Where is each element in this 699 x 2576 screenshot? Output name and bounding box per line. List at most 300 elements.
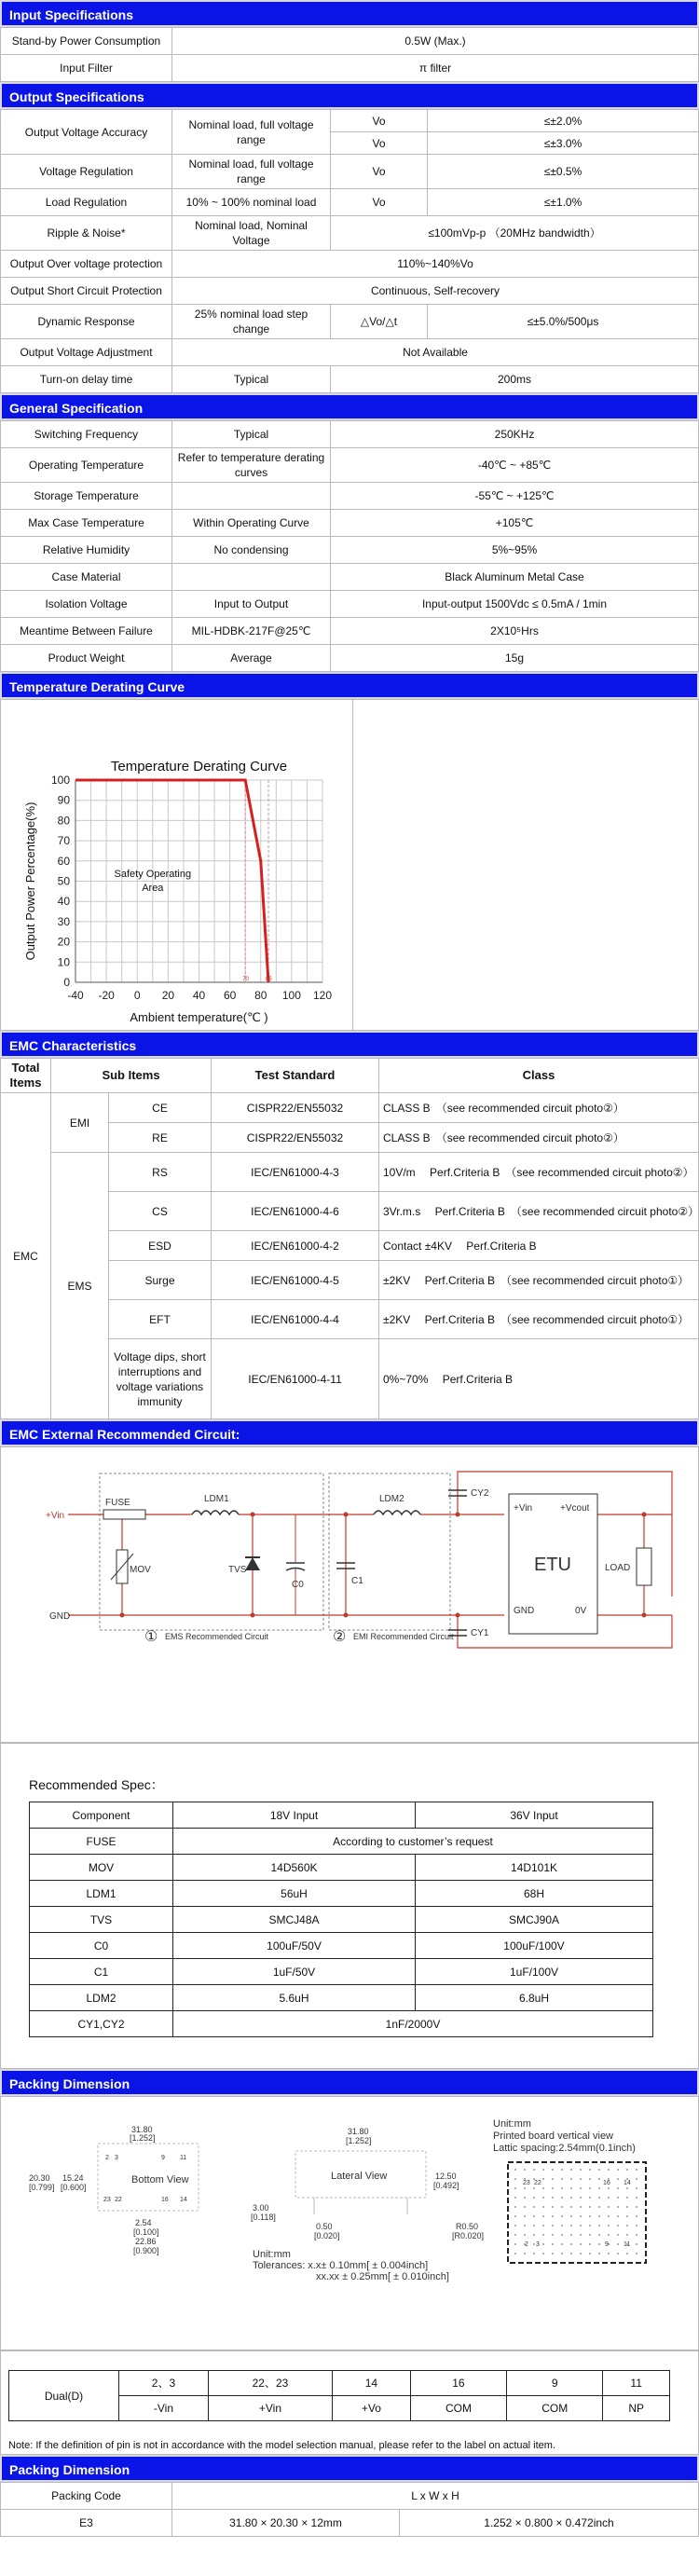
pcb-title: Printed board vertical view (493, 2131, 614, 2142)
header-cell: Component (30, 1802, 173, 1829)
param-cell: Dynamic Response (1, 305, 172, 339)
pcb-pin: 16 (603, 2180, 610, 2186)
pcb-grid-dot (589, 2243, 591, 2245)
pin-function: +Vo (333, 2396, 411, 2421)
pcb-grid-dot (524, 2215, 526, 2217)
y-tick-label: 10 (57, 955, 70, 969)
comp-cell: C0 (30, 1933, 173, 1959)
label-ems-text: EMS Recommended Circuit (165, 1632, 269, 1641)
pcb-grid-dot (542, 2187, 544, 2189)
value-cell: 100uF/50V (173, 1933, 416, 1959)
value-cell: ≤±1.0% (428, 189, 699, 216)
param-cell: Output Voltage Adjustment (1, 339, 172, 366)
value-cell: ≤±5.0%/500μs (428, 305, 699, 339)
table-row (30, 1855, 653, 1881)
table-row (1, 251, 699, 278)
x-tick-label: -40 (67, 989, 84, 1002)
pin-number: 9 (507, 2371, 603, 2396)
sym-cell: △Vo/△t (331, 305, 428, 339)
class-cell: Contact ±4KV Perf.Criteria B (379, 1231, 699, 1261)
label-c1: C1 (351, 1576, 363, 1586)
pin-label: 14 (180, 2197, 187, 2203)
x-tick-label: 0 (133, 989, 141, 1002)
pcb-grid-dot (542, 2178, 544, 2180)
sym-cell: Vo (331, 189, 428, 216)
general-spec-table (0, 420, 699, 672)
derating-header: Temperature Derating Curve (0, 672, 699, 699)
recommended-panel (0, 1743, 699, 2069)
table-row (30, 1985, 653, 2011)
pcb-grid-dot (608, 2225, 610, 2227)
class-cell: ±2KV Perf.Criteria B （see recommended circuit photo①） (379, 1300, 699, 1339)
dim-length: 22.86 (135, 2237, 157, 2246)
value-cell: π filter (172, 55, 699, 82)
label-tvs: TVS (228, 1565, 247, 1575)
y-tick-label: 0 (63, 976, 70, 989)
table-row (1, 618, 699, 645)
value-cell: ≤±2.0% (428, 110, 699, 132)
cond-cell: Input to Output (172, 591, 331, 618)
label-emi-num: ② (333, 1629, 347, 1645)
inch-cell: 1.252 × 0.800 × 0.472inch (400, 2510, 699, 2537)
table-row (1, 510, 699, 537)
pcb-grid-dot (561, 2215, 563, 2217)
cond-cell: Refer to temperature derating curves (172, 448, 331, 483)
pcb-grid-dot (561, 2169, 563, 2171)
code-cell: E3 (1, 2510, 172, 2537)
x-tick-label: 40 (192, 989, 206, 1002)
table-row (30, 1933, 653, 1959)
y-axis-label: Output Power Percentage(%) (23, 802, 37, 961)
pcb-grid-dot (533, 2187, 535, 2189)
dim-length-inch: [0.900] (133, 2246, 159, 2255)
pcb-grid-dot (580, 2215, 582, 2217)
table-row (9, 2371, 670, 2396)
cond-cell: Typical (172, 421, 331, 448)
pcb-grid-dot (570, 2225, 572, 2227)
pin-panel (0, 2350, 699, 2455)
pcb-grid-dot (514, 2178, 516, 2180)
header-cell: 36V Input (416, 1802, 653, 1829)
value-cell: Black Aluminum Metal Case (331, 564, 699, 591)
x-tick-label: 60 (223, 989, 237, 1002)
value-cell: 1uF/50V (173, 1959, 416, 1985)
pin-label: 3 (115, 2155, 118, 2161)
pcb-grid-dot (626, 2234, 628, 2236)
param-cell: Output Over voltage protection (1, 251, 172, 278)
mm-cell: 31.80 × 20.30 × 12mm (172, 2510, 400, 2537)
pcb-grid-dot (580, 2253, 582, 2254)
pcb-grid-dot (617, 2197, 619, 2199)
pcb-grid-dot (552, 2197, 554, 2199)
comp-cell: FUSE (30, 1829, 173, 1855)
chart-title: Temperature Derating Curve (110, 759, 288, 774)
pcb-pin: 23 (523, 2180, 530, 2186)
output-spec-header: Output Specifications (0, 82, 699, 109)
table-row (1, 189, 699, 216)
sub-cell: Voltage dips, short interruptions and voltage variations immunity (109, 1339, 212, 1419)
pcb-grid-dot (608, 2197, 610, 2199)
pin-label: 16 (161, 2197, 169, 2203)
y-tick-label: 80 (57, 814, 70, 828)
pcb-grid-dot (570, 2243, 572, 2245)
value-cell: ≤100mVp-p （20MHz bandwidth） (331, 216, 699, 251)
cond-cell: No condensing (172, 537, 331, 564)
x-tick-label: -20 (98, 989, 115, 1002)
fuse-symbol (103, 1510, 145, 1519)
lateral-view-label: Lateral View (331, 2171, 388, 2182)
cond-cell: 25% nominal load step change (172, 305, 331, 339)
comp-cell: CY1,CY2 (30, 2011, 173, 2037)
pcb-grid-dot (580, 2178, 582, 2180)
pcb-grid-dot (617, 2243, 619, 2245)
pcb-grid-dot (589, 2187, 591, 2189)
pin-function: NP (603, 2396, 670, 2421)
value-cell: Not Available (172, 339, 699, 366)
dim-width-inch: [1.252] (130, 2133, 156, 2143)
y-tick-label: 40 (57, 895, 70, 909)
pcb-grid-dot (636, 2197, 637, 2199)
pcb-grid-dot (561, 2225, 563, 2227)
value-cell: SMCJ90A (416, 1907, 653, 1933)
table-row (1, 155, 699, 189)
derating-panel (0, 699, 699, 1031)
cond-cell: Average (172, 645, 331, 672)
value-cell: 14D101K (416, 1855, 653, 1881)
table-row (30, 1881, 653, 1907)
pcb-pin: 9 (605, 2241, 609, 2248)
pcb-grid-dot (524, 2234, 526, 2236)
cond-cell: Within Operating Curve (172, 510, 331, 537)
table-row (1, 564, 699, 591)
sub-cell: EFT (109, 1300, 212, 1339)
dim-radius-inch: [R0.020] (452, 2231, 485, 2240)
table-row (1, 591, 699, 618)
pcb-pin: 3 (536, 2241, 540, 2248)
bottom-view-label: Bottom View (131, 2174, 189, 2185)
value-cell: SMCJ48A (173, 1907, 416, 1933)
value-cell: 1uF/100V (416, 1959, 653, 1985)
label-mov: MOV (130, 1565, 151, 1575)
pcb-grid-dot (561, 2253, 563, 2254)
pcb-grid-dot (542, 2253, 544, 2254)
x-tick-label: 80 (254, 989, 267, 1002)
packing-table (0, 2482, 699, 2537)
value-cell: ≤±0.5% (428, 155, 699, 189)
table-row (30, 2011, 653, 2037)
pcb-grid-dot (552, 2169, 554, 2171)
std-cell: IEC/EN61000-4-3 (212, 1153, 379, 1192)
group-cell: EMS (51, 1153, 109, 1419)
pcb-grid-dot (570, 2197, 572, 2199)
pcb-pin: 22 (534, 2180, 541, 2186)
reference-label: 85 (266, 977, 272, 982)
sub-cell: ESD (109, 1231, 212, 1261)
table-row (1, 366, 699, 393)
pcb-grid-dot (514, 2243, 516, 2245)
label-vout: +Vcout (560, 1503, 590, 1514)
pcb-grid-dot (542, 2197, 544, 2199)
label-etu-vin: +Vin (514, 1503, 533, 1514)
reference-label: 70 (242, 977, 249, 982)
general-spec-header: General Specification (0, 393, 699, 420)
pcb-grid-dot (580, 2187, 582, 2189)
pcb-grid-dot (617, 2225, 619, 2227)
dim-pitch-inch: [0.600] (61, 2183, 87, 2192)
param-cell: Case Material (1, 564, 172, 591)
recommended-title: Recommended Spec： (29, 1777, 164, 1792)
table-row (1, 216, 699, 251)
emc-header: EMC Characteristics (0, 1031, 699, 1058)
pcb-grid-dot (524, 2206, 526, 2208)
dimension-drawing (1, 2097, 698, 2350)
pcb-grid-dot (561, 2243, 563, 2245)
table-row (30, 1829, 653, 1855)
table-row (30, 1959, 653, 1985)
pcb-grid-dot (514, 2215, 516, 2217)
pcb-grid-dot (608, 2234, 610, 2236)
packing-dim-panel (0, 2096, 699, 2350)
pcb-grid-dot (626, 2225, 628, 2227)
pcb-grid-dot (589, 2225, 591, 2227)
pcb-grid-dot (636, 2187, 637, 2189)
value-cell: -40℃ ~ +85℃ (331, 448, 699, 483)
pcb-grid-dot (524, 2253, 526, 2254)
dim-height: 20.30 (29, 2173, 50, 2183)
input-spec-table (0, 27, 699, 82)
pin-number: 11 (603, 2371, 670, 2396)
tolerance-2: xx.xx ± 0.25mm[ ± 0.010inch] (316, 2271, 449, 2282)
pcb-grid-dot (552, 2178, 554, 2180)
table-row (1, 2483, 699, 2510)
dim-spacing-inch: [0.100] (133, 2227, 159, 2237)
label-ems-num: ① (144, 1629, 158, 1645)
param-cell: Product Weight (1, 645, 172, 672)
output-spec-table (0, 109, 699, 393)
cond-cell: Nominal load, Nominal Voltage (172, 216, 331, 251)
table-row (1, 28, 699, 55)
pcb-grid-dot (570, 2178, 572, 2180)
table-row (1, 645, 699, 672)
pcb-grid-dot (598, 2169, 600, 2171)
label-cy2: CY2 (471, 1488, 489, 1499)
pcb-grid-dot (570, 2253, 572, 2254)
circuit-panel (0, 1446, 699, 1743)
pcb-grid-dot (580, 2197, 582, 2199)
dim-pitch: 15.24 (62, 2173, 84, 2183)
cond-cell: 10% ~ 100% nominal load (172, 189, 331, 216)
label-load: LOAD (605, 1563, 631, 1573)
pcb-grid-dot (561, 2187, 563, 2189)
label-etu: ETU (534, 1555, 571, 1575)
table-row (1, 1153, 699, 1192)
pcb-grid-dot (542, 2243, 544, 2245)
pcb-grid-dot (552, 2215, 554, 2217)
pcb-grid-dot (514, 2234, 516, 2236)
pcb-grid-dot (617, 2206, 619, 2208)
pcb-grid-dot (589, 2197, 591, 2199)
pcb-grid-dot (570, 2206, 572, 2208)
pcb-unit: Unit:mm (493, 2118, 531, 2130)
value-cell: 5.6uH (173, 1985, 416, 2011)
dim-pin-inch: [0.118] (251, 2213, 276, 2222)
param-cell: Max Case Temperature (1, 510, 172, 537)
pcb-grid-dot (636, 2234, 637, 2236)
pcb-grid-dot (636, 2253, 637, 2254)
pcb-grid-dot (514, 2253, 516, 2254)
param-cell: Output Short Circuit Protection (1, 278, 172, 305)
value-cell: 200ms (331, 366, 699, 393)
y-tick-label: 100 (50, 774, 70, 787)
table-row (1, 110, 699, 132)
dim-pin-diameter: 0.50 (316, 2222, 333, 2231)
input-spec-header: Input Specifications (0, 0, 699, 27)
pcb-grid-dot (580, 2243, 582, 2245)
tvs-symbol (245, 1557, 260, 1570)
pcb-grid-dot (608, 2253, 610, 2254)
table-row (1, 305, 699, 339)
param-cell: Input Filter (1, 55, 172, 82)
param-cell: Load Regulation (1, 189, 172, 216)
unit-label: Unit:mm (253, 2249, 291, 2260)
pcb-grid-dot (542, 2215, 544, 2217)
pcb-grid-dot (533, 2234, 535, 2236)
area-label: Area (142, 883, 164, 895)
x-tick-label: 100 (281, 989, 301, 1002)
pcb-grid-dot (626, 2169, 628, 2171)
pcb-grid-dot (552, 2234, 554, 2236)
pcb-grid-dot (617, 2169, 619, 2171)
header-cell: Test Standard (212, 1059, 379, 1093)
pcb-grid-dot (524, 2225, 526, 2227)
pcb-grid-dot (608, 2215, 610, 2217)
param-cell: Operating Temperature (1, 448, 172, 483)
total-cell: EMC (1, 1093, 51, 1419)
pcb-grid-dot (636, 2178, 637, 2180)
tolerance-1: Tolerances: x.x± 0.10mm[ ± 0.004inch] (253, 2260, 429, 2271)
pcb-grid-dot (598, 2225, 600, 2227)
header-cell: L x W x H (172, 2483, 699, 2510)
label-gnd: GND (49, 1611, 71, 1622)
sym-cell: Vo (331, 110, 428, 132)
pcb-grid-dot (533, 2243, 535, 2245)
pcb-grid-dot (589, 2169, 591, 2171)
pcb-grid-dot (598, 2178, 600, 2180)
param-cell: Isolation Voltage (1, 591, 172, 618)
param-cell: Ripple & Noise* (1, 216, 172, 251)
pin-function: -Vin (119, 2396, 209, 2421)
label-vin: +Vin (46, 1511, 65, 1521)
dim-lat-width: 31.80 (348, 2127, 369, 2136)
value-cell: 5%~95% (331, 537, 699, 564)
ldm2-symbol (374, 1511, 420, 1514)
value-cell: Input-output 1500Vdc ≤ 0.5mA / 1min (331, 591, 699, 618)
pcb-grid-dot (542, 2225, 544, 2227)
sub-cell: RS (109, 1153, 212, 1192)
pcb-grid-dot (626, 2215, 628, 2217)
class-cell: 0%~70% Perf.Criteria B (379, 1339, 699, 1419)
pcb-grid-dot (589, 2215, 591, 2217)
pcb-grid-dot (636, 2169, 637, 2171)
class-cell: 10V/m Perf.Criteria B （see recommended circuit photo②） (379, 1153, 699, 1192)
pcb-grid-dot (552, 2225, 554, 2227)
pcb-grid-dot (598, 2234, 600, 2236)
value-cell: +105℃ (331, 510, 699, 537)
packing-header: Packing Dimension (0, 2455, 699, 2482)
value-cell: 250KHz (331, 421, 699, 448)
label-cy1: CY1 (471, 1628, 489, 1638)
pin-label: 22 (115, 2197, 122, 2203)
comp-cell: TVS (30, 1907, 173, 1933)
pcb-grid-dot (598, 2187, 600, 2189)
pin-label: 23 (103, 2197, 111, 2203)
param-cell: Stand-by Power Consumption (1, 28, 172, 55)
value-cell: 56uH (173, 1881, 416, 1907)
pin-function: COM (507, 2396, 603, 2421)
value-cell: 15g (331, 645, 699, 672)
class-cell: ±2KV Perf.Criteria B （see recommended circuit photo①） (379, 1261, 699, 1300)
param-cell: Voltage Regulation (1, 155, 172, 189)
pcb-grid-dot (636, 2206, 637, 2208)
label-emi-text: EMI Recommended Circuit (353, 1632, 454, 1641)
dim-spacing: 2.54 (135, 2218, 152, 2227)
x-axis-label: Ambient temperature(℃ ) (130, 1010, 268, 1024)
pin-number: 14 (333, 2371, 411, 2396)
pcb-grid-dot (598, 2243, 600, 2245)
sub-cell: Surge (109, 1261, 212, 1300)
divider (352, 700, 353, 1030)
circuit-diagram (1, 1447, 698, 1742)
pcb-pin: 11 (624, 2241, 631, 2248)
cond-cell: Typical (172, 366, 331, 393)
pcb-grid-dot (552, 2187, 554, 2189)
param-cell: Storage Temperature (1, 483, 172, 510)
pcb-grid-dot (514, 2197, 516, 2199)
area-label: Safety Operating (114, 869, 192, 881)
std-cell: IEC/EN61000-4-5 (212, 1261, 379, 1300)
pcb-grid-dot (589, 2253, 591, 2254)
cond-cell: Nominal load, full voltage range (172, 110, 331, 155)
dim-lat-height-inch: [0.492] (433, 2181, 459, 2190)
cond-cell (172, 564, 331, 591)
comp-cell: C1 (30, 1959, 173, 1985)
pcb-grid-dot (570, 2169, 572, 2171)
pcb-grid-dot (552, 2206, 554, 2208)
pcb-grid-dot (636, 2215, 637, 2217)
load-symbol (637, 1548, 651, 1585)
pcb-grid-dot (552, 2253, 554, 2254)
y-tick-label: 50 (57, 874, 70, 888)
class-cell: CLASS B （see recommended circuit photo②） (379, 1123, 699, 1153)
pcb-grid-dot (626, 2197, 628, 2199)
pcb-grid-dot (636, 2243, 637, 2245)
pcb-grid-dot (524, 2197, 526, 2199)
pin-note: Note: If the definition of pin is not in accordance with the model selection manual, please refer to the label on actual item. (8, 2440, 556, 2451)
ldm1-symbol (192, 1511, 239, 1514)
value-cell: 110%~140%Vo (172, 251, 699, 278)
pcb-grid-dot (580, 2206, 582, 2208)
cond-cell: Nominal load, full voltage range (172, 155, 331, 189)
pcb-grid-dot (533, 2225, 535, 2227)
pcb-grid-dot (533, 2206, 535, 2208)
std-cell: IEC/EN61000-4-4 (212, 1300, 379, 1339)
y-tick-label: 30 (57, 914, 70, 928)
table-row (1, 1059, 699, 1093)
value-cell: 1nF/2000V (173, 2011, 653, 2037)
pcb-grid-dot (598, 2215, 600, 2217)
x-tick-label: 120 (312, 989, 333, 1002)
sym-cell: Vo (331, 132, 428, 155)
